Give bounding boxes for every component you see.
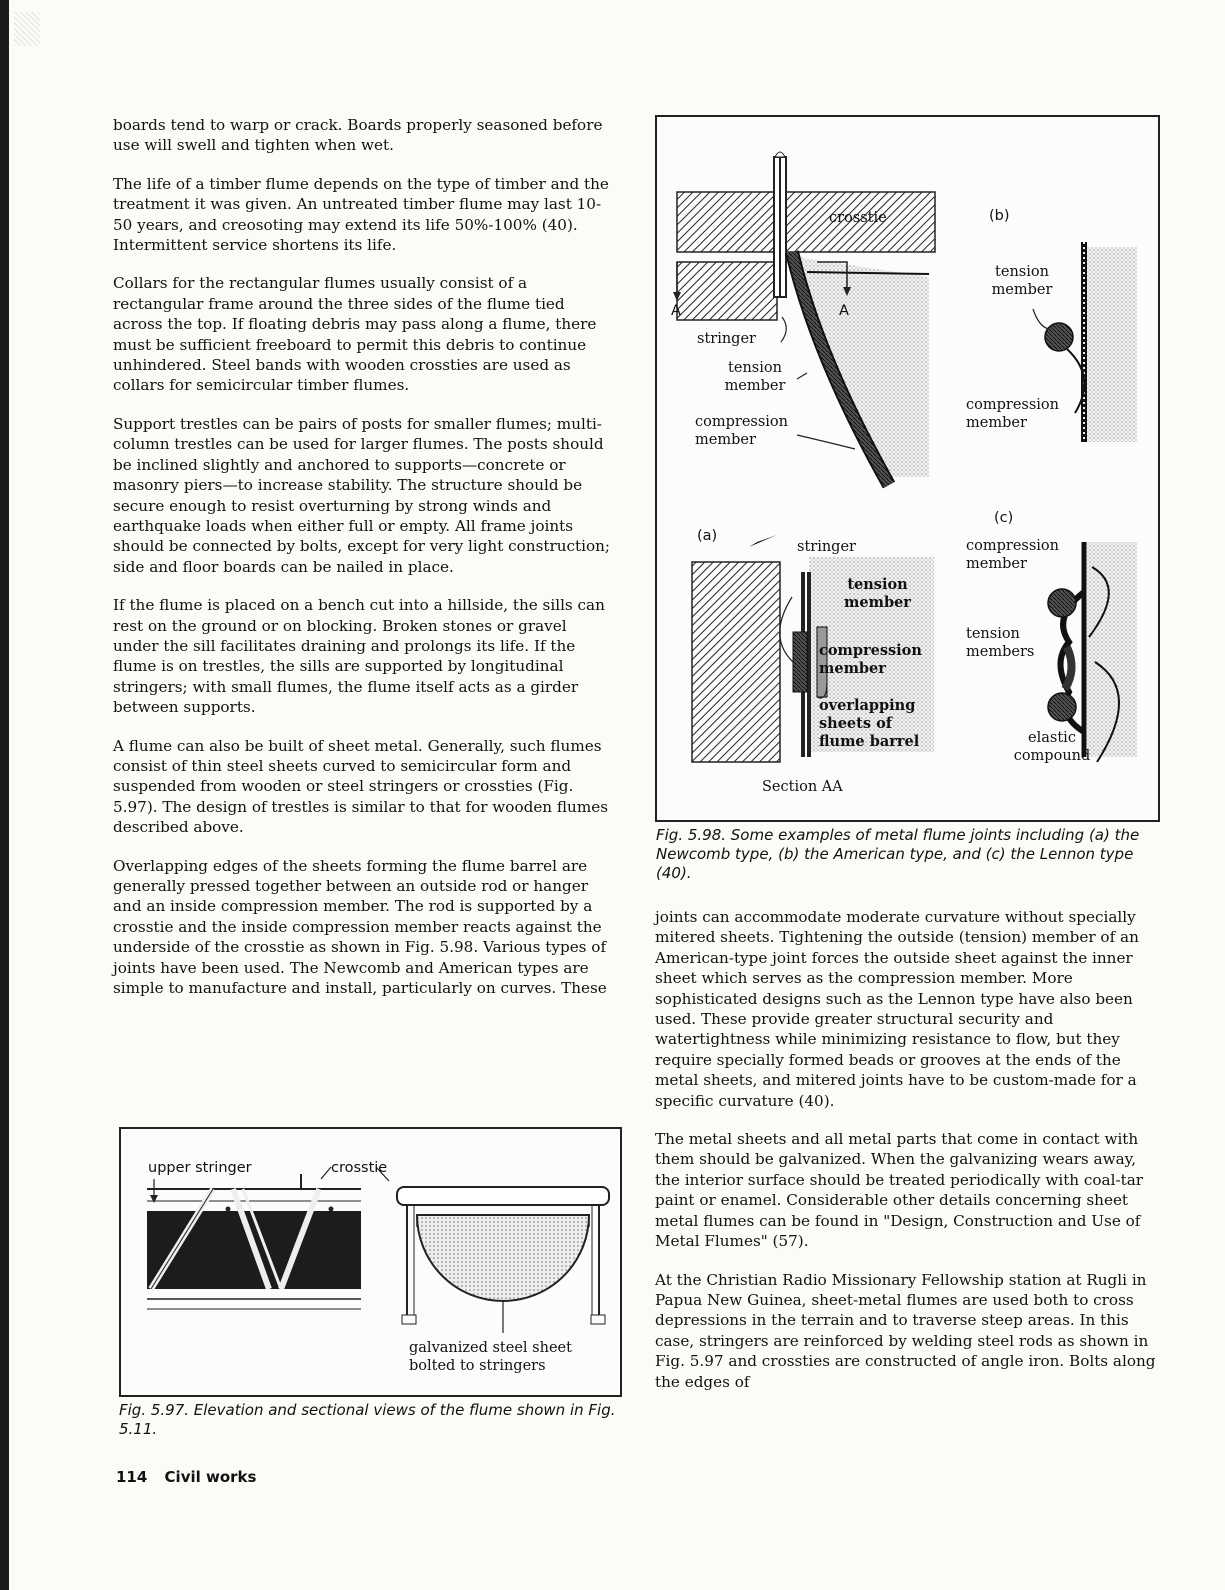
paragraph: boards tend to warp or crack. Boards properly seasoned before use will swell and tighten when wet. — [113, 116, 603, 155]
paragraph: If the flume is placed on a bench cut into a hillside, the sills can rest on the ground or on blocking. Broken stones or gravel under the sill facilitates draining and prolongs its life. If the flume is on trestles, the sills are supported by longitudinal stringers; with small flumes, the flume itself acts as a girder between supports. — [113, 596, 605, 717]
label-section-a-right: A — [839, 303, 849, 319]
label-galvanized-sheet: galvanized steel sheet bolted to stringers — [409, 1340, 572, 1374]
label-c-compression-member: compression member — [966, 538, 1059, 572]
figure-5-97 — [119, 1127, 622, 1397]
section-crosstie — [397, 1187, 609, 1205]
label-panel-a: (a) — [697, 528, 718, 544]
paragraph: The metal sheets and all metal parts that come in contact with them should be galvanized. When the galvanizing wears away, the interior surface should be treated periodically with coal-tar paint or enamel. Considerable other details concerning sheet metal flumes can be found in "Design, Construction and Use of Metal Flumes" (57). — [655, 1130, 1144, 1251]
stringer-block — [677, 262, 777, 320]
scan-speckle — [14, 12, 40, 46]
paragraph: At the Christian Radio Missionary Fellowship station at Rugli in Papua New Guinea, sheet-metal flumes are used both to cross depressions in the terrain and to traverse steep areas. In this case, stringers are reinforced by welding steel rods as shown in Fig. 5.97 and crossties are constructed of angle iron. Bolts along the edges of — [655, 1270, 1156, 1391]
page-binding-edge — [0, 0, 9, 1590]
panel-b-tension-rod — [1045, 323, 1073, 351]
label-c-tension-members: tension members — [966, 626, 1035, 660]
label-a-stringer: stringer — [797, 539, 856, 555]
paragraph: A flume can also be built of sheet metal. Generally, such flumes consist of thin steel sheets curved to semicircular form and suspended from wooden or steel stringers or crossties (Fig. 5.97). The design of trestles is similar to that for wooden flumes described above. — [113, 736, 609, 837]
page-number: 114 — [116, 1468, 148, 1486]
paragraph: Overlapping edges of the sheets forming the flume barrel are generally pressed together between an outside rod or hanger and an inside compression member. The rod is supported by a crosstie and the inside compression member reacts against the underside of the crosstie as shown in Fig. 5.98. Various types of joints have been used. The Newcomb and American types are simple to manufacture and install, particularly on curves. These — [113, 856, 607, 998]
paragraph: joints can accommodate moderate curvature without specially mitered sheets. Tightening the outside (tension) member of an American-type joint forces the outside sheet against the inner sheet which serves as the compression member. More sophisticated designs such as the Lennon type have also been used. These provide greater structural security and watertightness while minimizing resistance to flow, but they require specially formed beads or grooves at the ends of the metal sheets, and mitered joints have to be custom-made for a specific curvature (40). — [655, 908, 1139, 1110]
figure-5-98 — [655, 115, 1160, 822]
paragraph: Collars for the rectangular flumes usually consist of a rectangular frame around the three sides of the flume tied across the top. If floating debris may pass along a flume, there must be sufficient freeboard to permit this debris to continue unhindered. Steel bands with wooden crossties are used as collars for semicircular timber flumes. — [113, 274, 597, 395]
label-a-tension-member: tension member — [844, 576, 911, 611]
paragraph: The life of a timber flume depends on the type of timber and the treatment it was given. An untreated timber flume may last 10-50 years, and creosoting may extend its life 50%-100% (40). Intermittent service shortens its life. — [113, 174, 609, 255]
label-stringer: stringer — [697, 331, 756, 347]
section-name: Civil works — [164, 1468, 257, 1486]
label-section-a-left: A — [671, 303, 681, 319]
section-barrel — [417, 1215, 589, 1301]
label-crosstie-97: crosstie — [331, 1160, 388, 1176]
label-b-compression-member: compression member — [966, 397, 1059, 431]
label-section-aa: Section AA — [762, 779, 843, 795]
crosstie-block — [677, 192, 935, 252]
panel-b-water — [1087, 247, 1137, 442]
panel-a-stringer — [692, 562, 780, 762]
right-text-column — [655, 907, 1165, 1410]
label-upper-stringer: upper stringer — [148, 1160, 252, 1176]
label-compression-member: compression member — [695, 414, 788, 448]
panel-c-water — [1087, 542, 1137, 757]
label-b-tension-member: tension member — [991, 264, 1053, 298]
left-text-column — [113, 115, 615, 1016]
paragraph: Support trestles can be pairs of posts for smaller flumes; multi-column trestles can be used for larger flumes. The posts should be inclined slightly and anchored to supports—concrete or masonry piers—to increase stability. The structure should be secure enough to resist overturning by strong winds and earthquake loads when either full or empty. All frame joints should be connected by bolts, except for very light construction; side and floor boards can be nailed in place. — [113, 414, 611, 576]
label-tension-member: tension member — [724, 360, 786, 394]
label-c-elastic-compound: elastic compound — [1013, 730, 1091, 764]
label-a-overlapping: overlapping sheets of flume barrel — [819, 697, 920, 750]
label-crosstie: crosstie — [829, 210, 887, 226]
figure-5-98-caption: Fig. 5.98. Some examples of metal flume joints including (a) the Newcomb type, (b) the American type, and (c) the Lennon type (40). — [656, 826, 1140, 882]
page-footer — [116, 1468, 256, 1486]
label-panel-c: (c) — [994, 510, 1014, 526]
figure-5-97-caption: Fig. 5.97. Elevation and sectional views of the flume shown in Fig. 5.11. — [119, 1401, 616, 1438]
label-a-compression-member: compression member — [819, 642, 922, 677]
label-panel-b: (b) — [989, 208, 1010, 224]
